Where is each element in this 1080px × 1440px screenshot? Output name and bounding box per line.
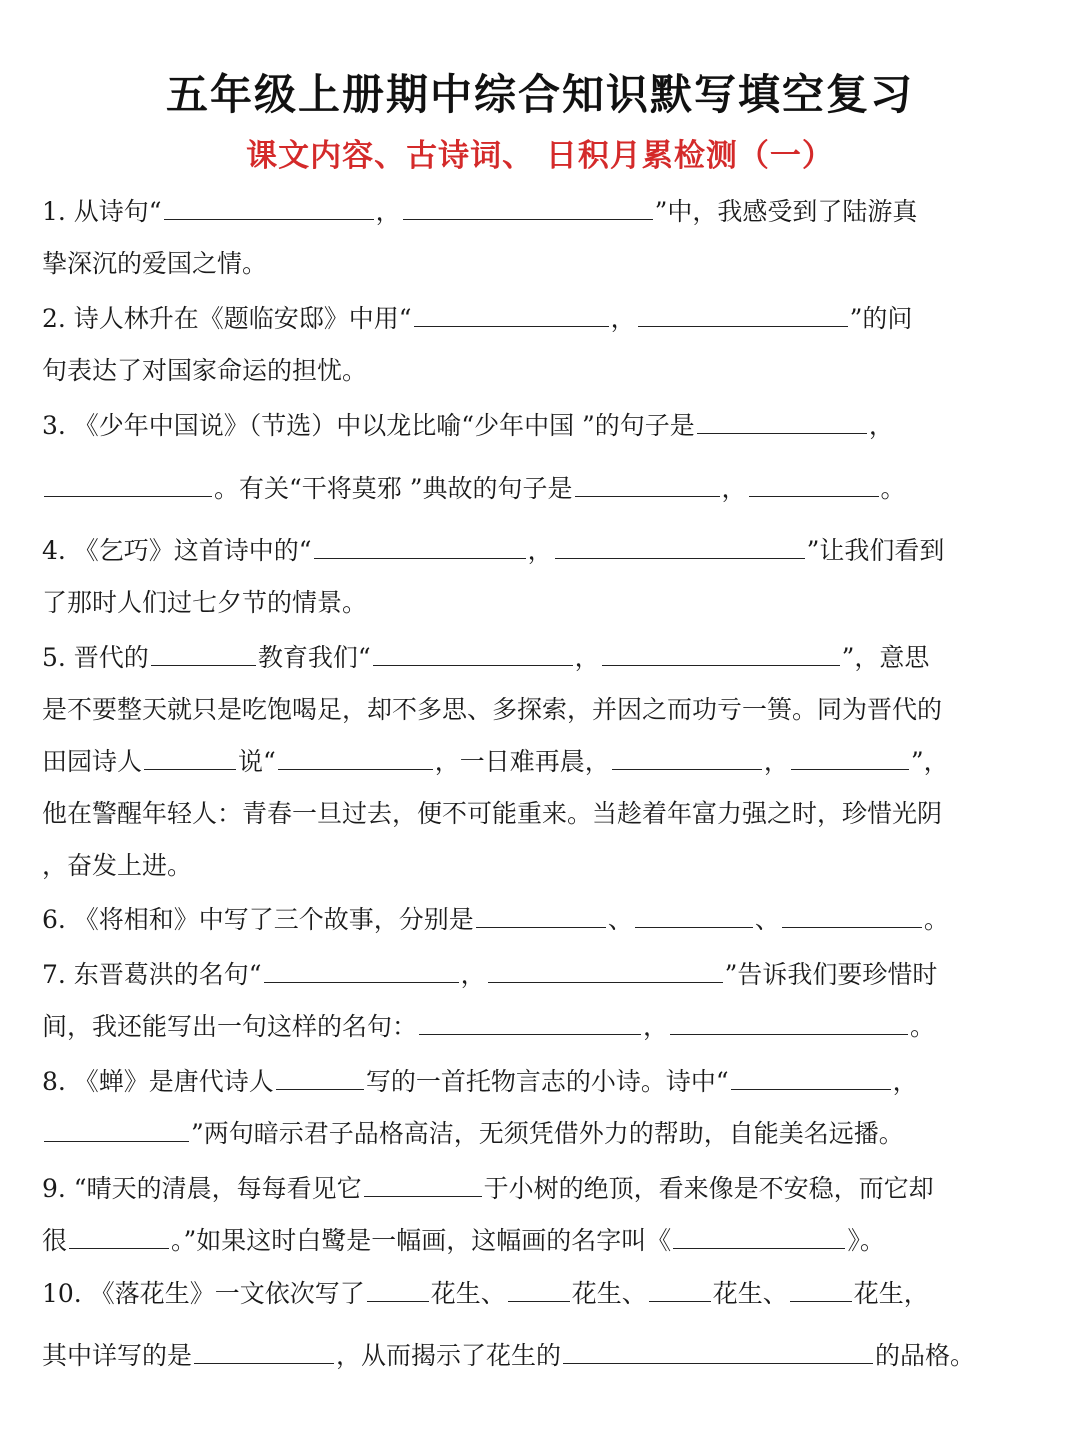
blank[interactable] — [508, 1279, 570, 1302]
question-8-line-2: ”两句暗示君子品格高洁，无须凭借外力的帮助，自能美名远播。 — [42, 1117, 1040, 1151]
blank[interactable] — [670, 1012, 908, 1035]
question-3-line-2: 。有关“干将莫邪 ”典故的句子是 ， 。 — [42, 472, 1040, 506]
blank[interactable] — [612, 747, 762, 770]
blank[interactable] — [563, 1341, 873, 1364]
blank[interactable] — [69, 1226, 169, 1249]
page-subtitle: 课文内容、古诗词、 日积月累检测（一） — [246, 138, 834, 174]
question-1-line-2: 挚深沉的爱国之情。 — [42, 249, 268, 278]
question-1-line-1: 1. 从诗句“ ， ”中，我感受到了陆游真 — [42, 197, 918, 226]
blank[interactable] — [364, 1174, 482, 1197]
blank[interactable] — [575, 474, 720, 497]
blank[interactable] — [278, 747, 433, 770]
blank[interactable] — [649, 1279, 711, 1302]
question-6-line-1: 6. 《将相和》中写了三个故事，分别是 、 、 。 — [42, 905, 949, 934]
question-4-line-2: 了那时人们过七夕节的情景。 — [42, 588, 368, 617]
blank[interactable] — [276, 1067, 364, 1090]
question-2-line-2: 句表达了对国家命运的担忧。 — [42, 356, 368, 385]
question-4-line-1: 4. 《乞巧》这首诗中的“ ， ”让我们看到 — [42, 536, 945, 565]
blank[interactable] — [782, 905, 922, 928]
blank[interactable] — [164, 197, 374, 220]
question-5-line-5: ，奋发上进。 — [42, 851, 193, 880]
blank[interactable] — [791, 747, 909, 770]
question-7-line-2: 间，我还能写出一句这样的名句： ， 。 — [42, 1012, 936, 1041]
blank[interactable] — [373, 643, 573, 666]
blank[interactable] — [488, 960, 723, 983]
blank[interactable] — [602, 643, 840, 666]
blank[interactable] — [731, 1067, 891, 1090]
question-5-line-4: 他在警醒年轻人：青春一旦过去，便不可能重来。当趁着年富力强之时，珍惜光阴 — [42, 799, 943, 828]
question-5-line-2: 是不要整天就只是吃饱喝足，却不多思、多探索，并因之而功亏一篑。同为晋代的 — [42, 695, 943, 724]
question-5-line-1: 5. 晋代的 教育我们“ ， ”，意思 — [42, 643, 930, 672]
blank[interactable] — [264, 960, 459, 983]
blank[interactable] — [749, 474, 879, 497]
blank[interactable] — [194, 1341, 334, 1364]
blank[interactable] — [367, 1279, 429, 1302]
blank[interactable] — [673, 1226, 845, 1249]
page-title: 五年级上册期中综合知识默写填空复习 — [165, 70, 914, 119]
blank[interactable] — [151, 643, 256, 666]
blank[interactable] — [635, 905, 753, 928]
blank[interactable] — [144, 747, 236, 770]
blank[interactable] — [419, 1012, 641, 1035]
blank[interactable] — [555, 536, 805, 559]
blank[interactable] — [638, 304, 848, 327]
blank[interactable] — [44, 474, 212, 497]
blank[interactable] — [44, 1119, 189, 1142]
question-2-line-1: 2. 诗人林升在《题临安邸》中用“ ， ”的问 — [42, 304, 913, 333]
question-9-line-1: 9. “晴天的清晨，每每看见它 于小树的绝顶，看来像是不安稳，而它却 — [42, 1174, 934, 1203]
blank[interactable] — [414, 304, 609, 327]
question-10-line-1: 10. 《落花生》一文依次写了 花生、 花生、 花生、 花生， — [42, 1279, 929, 1308]
blank[interactable] — [697, 411, 867, 434]
question-10-line-2: 其中详写的是 ，从而揭示了花生的 的品格。 — [42, 1341, 976, 1370]
blank[interactable] — [403, 197, 653, 220]
blank[interactable] — [790, 1279, 852, 1302]
question-5-line-3: 田园诗人 说“ ，一日难再晨， ， ”， — [42, 747, 949, 776]
question-3-line-1: 3. 《少年中国说》（节选）中以龙比喻“少年中国 ”的句子是 ， — [42, 411, 894, 440]
blank[interactable] — [476, 905, 606, 928]
question-7-line-1: 7. 东晋葛洪的名句“ ， ”告诉我们要珍惜时 — [42, 960, 938, 989]
blank[interactable] — [314, 536, 526, 559]
question-9-line-2: 很 。”如果这时白鹭是一幅画，这幅画的名字叫《 》。 — [42, 1226, 885, 1255]
question-8-line-1: 8. 《蝉》是唐代诗人 写的一首托物言志的小诗。诗中“ ， — [42, 1067, 918, 1096]
